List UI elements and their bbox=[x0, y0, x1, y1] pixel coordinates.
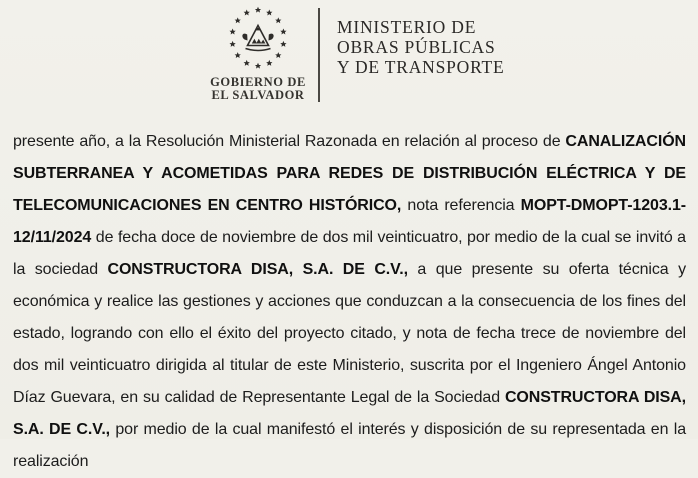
government-caption-line2: EL SALVADOR bbox=[211, 88, 305, 102]
el-salvador-coat-of-arms-icon bbox=[221, 4, 295, 74]
paragraph-bold-segment: MOPT-DMOPT-1203.1-12/11/2024 bbox=[13, 197, 686, 246]
paragraph-bold-segment: CONSTRUCTORA DISA, S.A. DE C.V., bbox=[13, 389, 686, 438]
header-vertical-divider bbox=[318, 8, 320, 102]
government-caption-line1: GOBIERNO DE bbox=[210, 75, 306, 89]
government-logo-block bbox=[192, 4, 324, 102]
paragraph-segment: por medio de la cual manifestó el interés y disposición de su representada en la realización bbox=[13, 421, 686, 470]
ministry-title-line2: OBRAS PÚBLICAS bbox=[337, 37, 496, 57]
ministry-title-line1: MINISTERIO DE bbox=[337, 17, 477, 37]
paragraph-segment: nota referencia bbox=[401, 197, 521, 214]
paragraph-bold-segment: CONSTRUCTORA DISA, S.A. DE C.V., bbox=[107, 261, 408, 278]
ministry-title bbox=[337, 17, 505, 77]
paragraph-segment: a que presente su oferta técnica y económica y realice las gestiones y acciones que conduzcan a la consecuencia de los fines del estado, logrando con ello el éxito del proyecto citado, y nota de fecha trece de noviembre del dos mil veinticuatro dirigida al titular de este Ministerio, suscrita por el Ingeniero Ángel Antonio Díaz Guevara, en su calidad de Representante Legal de la Sociedad bbox=[13, 261, 686, 406]
paragraph-segment: de fecha doce de noviembre de dos mil veinticuatro, por medio de la cual se invitó a la sociedad bbox=[13, 229, 686, 278]
paragraph-bold-segment: CANALIZACIÓN SUBTERRANEA Y ACOMETIDAS PARA REDES DE DISTRIBUCIÓN ELÉCTRICA Y DE TELECOMUNICACIONES EN CENTRO HISTÓRICO, bbox=[13, 133, 686, 214]
paragraph-segment: presente año, a la Resolución Ministerial Razonada en relación al proceso de bbox=[13, 133, 566, 150]
ministry-title-line3: Y DE TRANSPORTE bbox=[337, 57, 505, 77]
body-paragraph bbox=[13, 126, 686, 478]
document-header bbox=[0, 0, 698, 112]
